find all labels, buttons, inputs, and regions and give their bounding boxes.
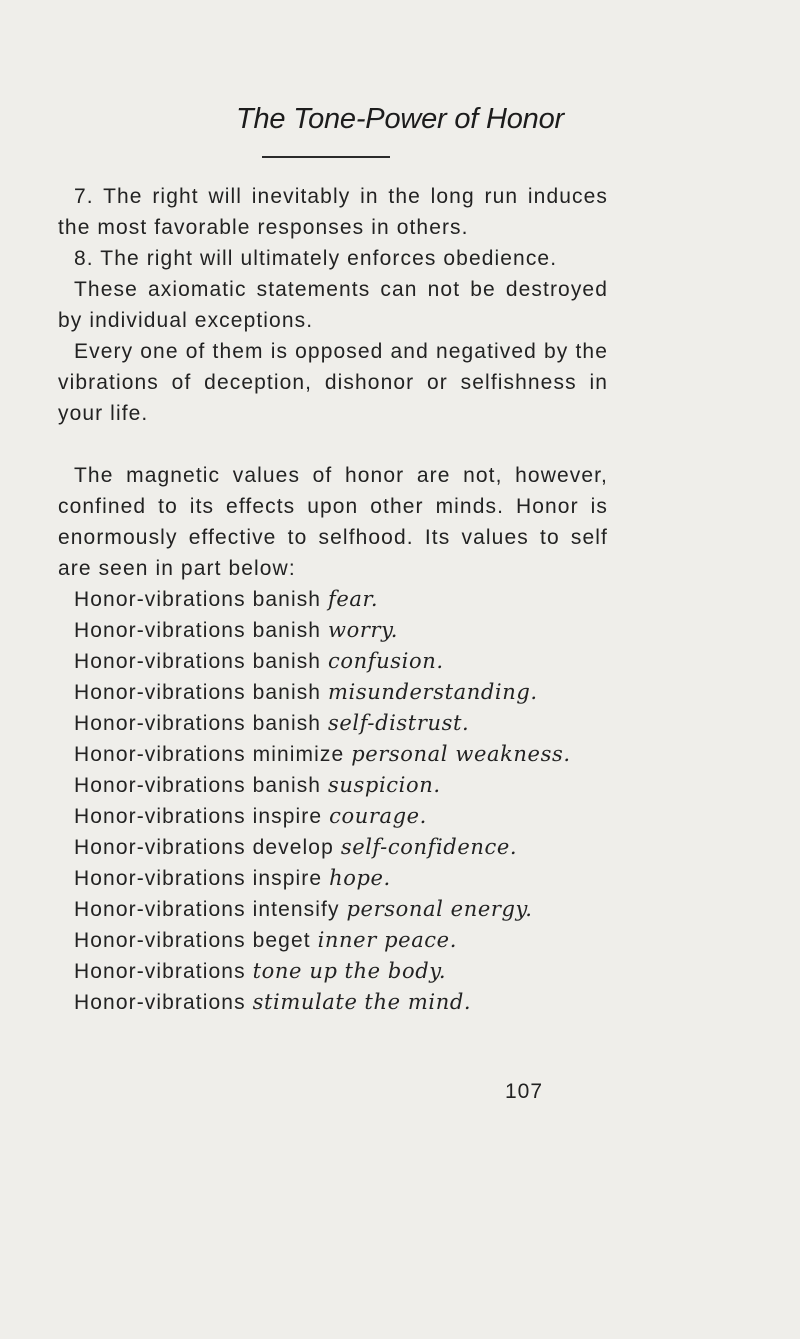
paragraph-opposed: Every one of them is opposed and negatived by the vibrations of deception, dishonor or selfishness in your life. — [58, 340, 608, 425]
vibration-line — [58, 770, 608, 801]
paragraph-magnetic-values: The magnetic values of honor are not, however, confined to its effects upon other minds. Honor is enormously effective to selfhood. Its values to self are seen in part below: — [58, 464, 608, 580]
vibration-verb: banish — [252, 712, 322, 735]
vibration-verb: intensify — [252, 898, 340, 921]
vibration-line — [58, 708, 608, 739]
vibration-subject: Honor-vibrations — [74, 867, 246, 890]
vibration-verb: banish — [252, 774, 322, 797]
paragraph-axiomatic: These axiomatic statements can not be destroyed by individual exceptions. — [58, 278, 608, 332]
vibrations-list — [58, 584, 608, 1018]
vibration-subject: Honor-vibrations — [74, 681, 246, 704]
vibration-subject: Honor-vibrations — [74, 588, 246, 611]
paragraph-item-8: 8. The right will ultimately enforces obedience. — [74, 247, 558, 270]
vibration-subject: Honor-vibrations — [74, 898, 246, 921]
vibration-subject: Honor-vibrations — [74, 774, 246, 797]
running-head: The Tone-Power of Honor — [235, 103, 564, 135]
vibration-line — [58, 956, 608, 987]
vibration-subject: Honor-vibrations — [74, 836, 246, 859]
vibration-subject: Honor-vibrations — [74, 743, 246, 766]
vibration-line — [58, 739, 608, 770]
vibration-line — [58, 615, 608, 646]
vibration-object: personal weakness. — [351, 742, 571, 766]
vibration-verb: tone up — [252, 959, 338, 983]
vibration-line — [58, 801, 608, 832]
vibration-line — [58, 832, 608, 863]
vibration-object: misunderstanding. — [328, 680, 538, 704]
body-text — [58, 181, 608, 1018]
vibration-verb: banish — [252, 619, 322, 642]
vibration-object: personal energy. — [346, 897, 533, 921]
vibration-line — [58, 646, 608, 677]
paragraph-gap — [58, 429, 608, 460]
vibration-line — [58, 925, 608, 956]
vibration-subject: Honor-vibrations — [74, 805, 246, 828]
vibration-object: hope. — [329, 866, 391, 890]
vibration-object: courage. — [329, 804, 427, 828]
vibration-line — [58, 677, 608, 708]
vibration-verb: banish — [252, 650, 322, 673]
vibration-object: self-distrust. — [328, 711, 470, 735]
vibration-subject: Honor-vibrations — [74, 712, 246, 735]
vibration-verb: inspire — [252, 805, 323, 828]
vibration-object: inner peace. — [317, 928, 457, 952]
vibration-object: fear. — [328, 587, 379, 611]
vibration-object: the mind. — [364, 990, 472, 1014]
vibration-object: worry. — [328, 618, 399, 642]
vibration-verb: minimize — [252, 743, 345, 766]
vibration-subject: Honor-vibrations — [74, 619, 246, 642]
vibration-verb: stimulate — [252, 990, 358, 1014]
vibration-object: suspicion. — [328, 773, 441, 797]
vibration-subject: Honor-vibrations — [74, 991, 246, 1014]
vibration-verb: beget — [252, 929, 311, 952]
vibration-verb: banish — [252, 681, 322, 704]
vibration-subject: Honor-vibrations — [74, 929, 246, 952]
vibration-object: the body. — [344, 959, 447, 983]
vibration-object: self-confidence. — [340, 835, 518, 859]
vibration-line — [58, 987, 608, 1018]
vibration-verb: develop — [252, 836, 334, 859]
vibration-line — [58, 863, 608, 894]
head-rule — [262, 156, 390, 158]
page-number: 107 — [505, 1080, 544, 1103]
vibration-line — [58, 584, 608, 615]
vibration-object: confusion. — [328, 649, 444, 673]
paragraph-item-7: 7. The right will inevitably in the long run induces the most favorable responses in others. — [58, 185, 608, 239]
vibration-line — [58, 894, 608, 925]
vibration-subject: Honor-vibrations — [74, 960, 246, 983]
vibration-verb: inspire — [252, 867, 323, 890]
vibration-subject: Honor-vibrations — [74, 650, 246, 673]
vibration-verb: banish — [252, 588, 322, 611]
